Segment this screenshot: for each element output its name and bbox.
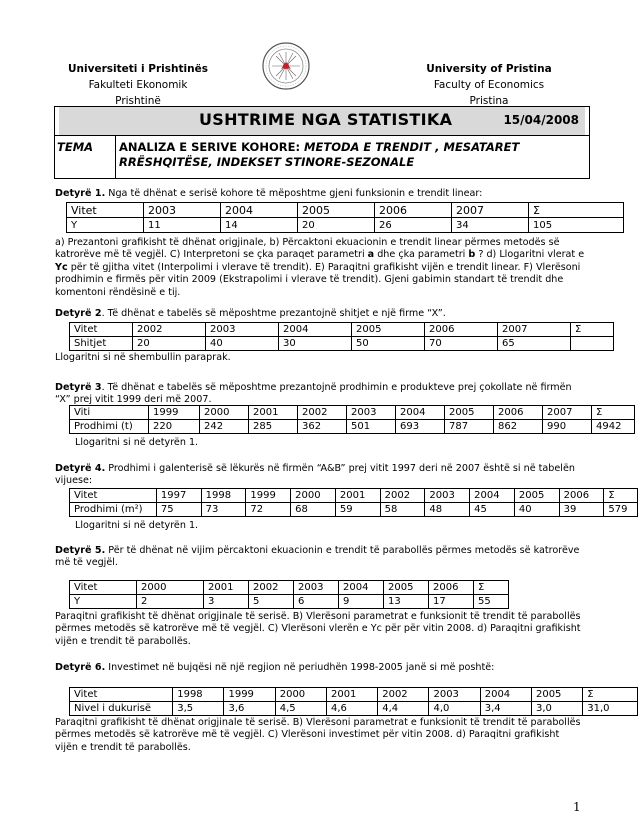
task-2-intro <box>55 308 585 320</box>
table-cell: 2001 <box>204 581 249 595</box>
subtitle-part-1: ANALIZA E SERIVE KOHORE: <box>119 140 301 154</box>
table-cell: 26 <box>375 218 452 233</box>
table-cell: 2007 <box>543 406 592 420</box>
task-6-intro <box>55 662 585 674</box>
task-2-intro-text: . Të dhënat e tabelës së mëposhtme prezantojnë shitjet e një firme “X”. <box>101 308 446 319</box>
table-cell: 2000 <box>275 688 326 702</box>
task-3-text: Llogaritni si në detyrën 1. <box>75 437 199 448</box>
task-4-intro-text: Prodhimi i galenterisë së lëkurës në firmën “A&B” prej vitit 1997 deri në 2007 është si në tabelën vijuese: <box>55 463 575 487</box>
task-6-text: Paraqitni grafikisht të dhënat origjinale të serisë. B) Vlerësoni parametrat e funksionit të trendit të parabollës përmes metodës së katrorëve më të vegjël. C) Vlerësoni investimet për vitin 2008. d) Paraqitni grafikisht vijën e trendit të parabollës. <box>55 717 581 753</box>
document-date: 15/04/2008 <box>503 113 579 127</box>
table-header-row <box>70 688 638 702</box>
table-cell: 2004 <box>221 203 298 218</box>
table-cell: Vitet <box>70 688 173 702</box>
task-4-text: Llogaritni si në detyrën 1. <box>75 520 199 531</box>
table-cell: 1999 <box>246 489 291 503</box>
table-cell: 2004 <box>480 688 531 702</box>
task-1-text-a: a) Prezantoni grafikisht të dhënat origjinale, b) Përcaktoni ekuacionin e trendit linear përmes metodës së katrorëve më të vegjël. C) Interpretoni se çka paraqet parametri a dhe çka parametri b ? d) Llogaritni vlerat e Yc për të gjitha vitet (Interpolimi i vlerave të trendit). E) Paraqitni grafikisht vijën e trendit linear. F) Vlerësoni prodhimin e firmës për vitin 2009 (Ekstrapolimi i vlerave të trendit). Gjeni gabimin standart të trendit dhe komentoni rëndësinë e tij. <box>55 237 585 298</box>
table-cell: 59 <box>335 503 380 517</box>
table-cell: 2001 <box>335 489 380 503</box>
table-cell: Σ <box>571 323 614 337</box>
table-cell: 4,4 <box>378 702 429 716</box>
table-cell: 3,4 <box>480 702 531 716</box>
task-1-intro <box>55 188 585 200</box>
task-5-intro <box>55 545 585 570</box>
table-cell: 2002 <box>249 581 294 595</box>
table-cell: 2006 <box>559 489 604 503</box>
table-cell: 30 <box>279 337 352 351</box>
task-6-intro-text: Investimet në bujqësi në një regjion në periudhën 1998-2005 janë si më poshtë: <box>105 662 495 673</box>
table-cell: Vitet <box>70 323 133 337</box>
table-cell: 2006 <box>429 581 474 595</box>
task-1-intro-text: Nga të dhënat e serisë kohore të mëposhtme gjeni funksionin e trendit linear: <box>105 188 483 199</box>
task-1-table <box>66 202 624 233</box>
table-cell: 9 <box>339 595 384 609</box>
table-cell: 693 <box>396 420 445 434</box>
table-cell: 6 <box>294 595 339 609</box>
page-number: 1 <box>573 800 581 814</box>
table-cell: 55 <box>474 595 509 609</box>
table-cell: Prodhimi (t) <box>70 420 149 434</box>
table-cell: 2002 <box>380 489 425 503</box>
table-cell: Y <box>67 218 144 233</box>
table-cell: 2000 <box>137 581 204 595</box>
table-cell: 2006 <box>425 323 498 337</box>
table-cell: 3,5 <box>173 702 224 716</box>
table-row <box>70 702 638 716</box>
university-name-sq: Universiteti i Prishtinës <box>68 63 208 75</box>
table-cell: 73 <box>201 503 246 517</box>
table-cell: 5 <box>249 595 294 609</box>
table-cell: 2000 <box>200 406 249 420</box>
table-cell: 40 <box>206 337 279 351</box>
table-cell <box>571 337 614 351</box>
table-cell: 3,0 <box>531 702 582 716</box>
table-cell: 242 <box>200 420 249 434</box>
task-6-table <box>69 687 638 716</box>
faculty-name-en: Faculty of Economics <box>433 79 545 91</box>
table-cell: 2001 <box>326 688 377 702</box>
task-3-intro <box>55 382 585 407</box>
header-right <box>414 61 564 105</box>
task-3-label: Detyrë 3 <box>55 382 102 393</box>
table-cell: 2005 <box>531 688 582 702</box>
table-header-row <box>70 489 638 503</box>
table-cell: 65 <box>498 337 571 351</box>
table-row <box>70 595 509 609</box>
table-cell: 34 <box>452 218 529 233</box>
task-5-label: Detyrë 5. <box>55 545 106 556</box>
table-header-row <box>70 323 614 337</box>
table-cell: 501 <box>347 420 396 434</box>
table-cell: Nivel i dukurisë <box>70 702 173 716</box>
table-cell: 2004 <box>396 406 445 420</box>
table-cell: Viti <box>70 406 149 420</box>
table-cell: 1999 <box>149 406 200 420</box>
table-cell: 4,6 <box>326 702 377 716</box>
table-cell: 862 <box>494 420 543 434</box>
task-5-intro-text: Për të dhënat në vijim përcaktoni ekuacionin e trendit të parabollës përmes metodës së katrorëve më të vegjël. <box>55 545 580 569</box>
table-cell: 39 <box>559 503 604 517</box>
table-cell: 40 <box>514 503 559 517</box>
table-cell: 11 <box>144 218 221 233</box>
table-cell: Σ <box>592 406 635 420</box>
table-cell: 13 <box>384 595 429 609</box>
title-box <box>54 106 590 179</box>
table-cell: 2005 <box>384 581 429 595</box>
table-cell: 20 <box>133 337 206 351</box>
task-4-label: Detyrë 4. <box>55 463 106 474</box>
table-cell: 58 <box>380 503 425 517</box>
table-header-row <box>70 406 635 420</box>
task-1-text <box>55 237 585 299</box>
table-row <box>67 218 624 233</box>
task-2-label: Detyrë 2 <box>55 308 102 319</box>
task-1-label: Detyrë 1. <box>55 188 106 199</box>
table-cell: 1998 <box>201 489 246 503</box>
table-cell: 14 <box>221 218 298 233</box>
task-2-text: Llogaritni si në shembullin paraprak. <box>55 352 231 363</box>
table-cell: 3,6 <box>224 702 275 716</box>
tema-subtitle <box>119 140 519 170</box>
table-row <box>70 503 638 517</box>
task-2-table <box>69 322 614 351</box>
table-cell: 31,0 <box>583 702 638 716</box>
table-header-row <box>70 581 509 595</box>
table-cell: 1997 <box>156 489 201 503</box>
table-cell: 2004 <box>279 323 352 337</box>
table-cell: 2007 <box>452 203 529 218</box>
table-cell: 48 <box>425 503 470 517</box>
task-3-intro-text: . Të dhënat e tabelës së mëposhtme prezantojnë prodhimin e produkteve prej çokollate në firmën “X” prej vitit 1999 deri më 2007. <box>55 382 572 406</box>
table-cell: 2005 <box>352 323 425 337</box>
table-cell: 2003 <box>144 203 221 218</box>
table-cell: 990 <box>543 420 592 434</box>
table-cell: 2003 <box>425 489 470 503</box>
table-cell: 2001 <box>249 406 298 420</box>
table-cell: 2000 <box>291 489 336 503</box>
table-cell: 220 <box>149 420 200 434</box>
table-cell: Vitet <box>70 489 157 503</box>
table-cell: 17 <box>429 595 474 609</box>
table-cell: 3 <box>204 595 249 609</box>
table-cell: 50 <box>352 337 425 351</box>
subtitle-part-2: METODA E TRENDIT , MESATARET <box>300 140 520 154</box>
table-cell: 1998 <box>173 688 224 702</box>
table-cell: 2005 <box>514 489 559 503</box>
table-cell: Vitet <box>70 581 137 595</box>
table-cell: 1999 <box>224 688 275 702</box>
table-cell: 2004 <box>470 489 515 503</box>
header-left <box>58 61 218 105</box>
table-cell: Shitjet <box>70 337 133 351</box>
city-name-sq: Prishtinë <box>115 95 161 105</box>
table-cell: 72 <box>246 503 291 517</box>
table-cell: 68 <box>291 503 336 517</box>
task-4-table <box>69 488 638 517</box>
table-cell: Σ <box>583 688 638 702</box>
table-cell: Σ <box>604 489 638 503</box>
table-cell: 787 <box>445 420 494 434</box>
task-3-table <box>69 405 635 434</box>
table-cell: 45 <box>470 503 515 517</box>
table-cell: Vitet <box>67 203 144 218</box>
table-cell: 579 <box>604 503 638 517</box>
city-name-en: Pristina <box>469 95 509 105</box>
table-cell: 20 <box>298 218 375 233</box>
table-cell: 105 <box>529 218 624 233</box>
tema-label: TEMA <box>57 140 94 154</box>
table-cell: 2003 <box>294 581 339 595</box>
table-cell: 285 <box>249 420 298 434</box>
table-cell: Σ <box>474 581 509 595</box>
table-cell: 362 <box>298 420 347 434</box>
task-6-label: Detyrë 6. <box>55 662 106 673</box>
table-cell: 2003 <box>429 688 480 702</box>
table-row <box>70 337 614 351</box>
task-5-table <box>69 580 509 609</box>
table-cell: 2 <box>137 595 204 609</box>
table-cell: Σ <box>529 203 624 218</box>
university-seal-logo <box>262 42 310 90</box>
table-cell: 75 <box>156 503 201 517</box>
table-header-row <box>67 203 624 218</box>
document-title: USHTRIME NGA STATISTIKA <box>199 110 453 129</box>
table-cell: 2007 <box>498 323 571 337</box>
table-cell: 2002 <box>298 406 347 420</box>
table-cell: 2003 <box>347 406 396 420</box>
table-cell: 4,5 <box>275 702 326 716</box>
table-cell: 2006 <box>494 406 543 420</box>
table-cell: 2002 <box>133 323 206 337</box>
university-name-en: University of Pristina <box>426 63 552 75</box>
task-5-text: Paraqitni grafikisht të dhënat origjinale të serisë. B) Vlerësoni parametrat e funksionit të trendit të parabollës përmes metodës së katrorëve më të vegjël. C) Vlerësoni vlerën e Yc për për vitin 2008. d) Paraqitni grafikisht vijën e trendit të parabollës. <box>55 611 581 647</box>
task-4-intro <box>55 463 585 488</box>
table-cell: 2005 <box>445 406 494 420</box>
faculty-name-sq: Fakulteti Ekonomik <box>88 79 188 91</box>
table-cell: Prodhimi (m²) <box>70 503 157 517</box>
table-row <box>70 420 635 434</box>
table-cell: 70 <box>425 337 498 351</box>
subtitle-part-3: RRËSHQITËSE, INDEKSET STINORE-SEZONALE <box>119 155 415 169</box>
table-cell: 2003 <box>206 323 279 337</box>
table-cell: 4942 <box>592 420 635 434</box>
table-cell: Y <box>70 595 137 609</box>
table-cell: 2004 <box>339 581 384 595</box>
table-cell: 2006 <box>375 203 452 218</box>
table-cell: 2005 <box>298 203 375 218</box>
table-cell: 2002 <box>378 688 429 702</box>
table-cell: 4,0 <box>429 702 480 716</box>
